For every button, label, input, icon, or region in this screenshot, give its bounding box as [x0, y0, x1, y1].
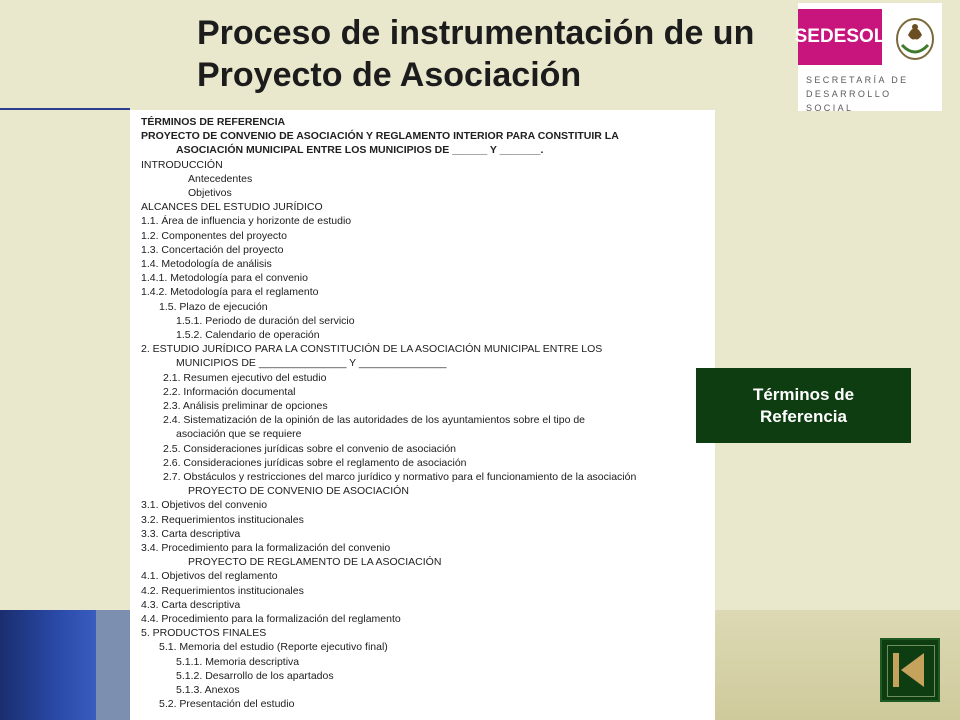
document-line: 1.2. Componentes del proyecto — [141, 229, 287, 242]
document-line: 2.2. Información documental — [163, 385, 296, 398]
first-slide-button[interactable] — [880, 638, 940, 702]
sedesol-logo — [794, 3, 942, 113]
document-line: ASOCIACIÓN MUNICIPAL ENTRE LOS MUNICIPIOS DE ______ Y _______. — [176, 144, 544, 157]
document-line: PROYECTO DE CONVENIO DE ASOCIACIÓN Y REGLAMENTO INTERIOR PARA CONSTITUIR LA — [141, 130, 619, 143]
document-line: 3.2. Requerimientos institucionales — [141, 513, 304, 526]
document-line: 1.4.2. Metodología para el reglamento — [141, 286, 319, 299]
tag-line1: Términos de — [752, 384, 855, 404]
document-line: 1.5.1. Periodo de duración del servicio — [176, 314, 355, 327]
logo-text — [806, 73, 942, 115]
document-line: 5.2. Presentación del estudio — [159, 698, 295, 711]
document-line: 1.5.2. Calendario de operación — [176, 329, 320, 341]
logo-text-line2: DESARROLLO SOCIAL — [806, 89, 892, 113]
document-line: 3.1. Objetivos del convenio — [141, 499, 268, 512]
document-line: Objetivos — [188, 187, 232, 199]
document-line: 1.1. Área de influencia y horizonte de estudio — [141, 215, 352, 228]
document-line: 2.6. Consideraciones jurídicas sobre el reglamento de asociación — [163, 456, 467, 469]
document-line: TÉRMINOS DE REFERENCIA — [141, 116, 286, 128]
document-line: asociación que se requiere — [176, 428, 302, 441]
header-rule — [0, 108, 130, 110]
document-line: 2.3. Análisis preliminar de opciones — [163, 400, 328, 412]
document-line: 4.4. Procedimiento para la formalización del reglamento — [141, 613, 401, 625]
document-line: 2.5. Consideraciones jurídicas sobre el convenio de asociación — [163, 442, 457, 455]
tag-line2: Referencia — [760, 406, 847, 426]
document-line: 5.1. Memoria del estudio (Reporte ejecutivo final) — [159, 641, 388, 654]
terms-of-reference-label — [696, 368, 911, 443]
document-line: 5. PRODUCTOS FINALES — [141, 627, 267, 640]
document-line: 2.4. Sistematización de la opinión de las autoridades de los ayuntamientos sobre el tipo de — [163, 414, 586, 427]
document-line: Antecedentes — [188, 172, 253, 185]
footer-blue-strip — [96, 610, 130, 720]
footer-blue-block — [0, 610, 96, 720]
document-line: MUNICIPIOS DE _______________ Y _______________ — [176, 357, 447, 370]
slide-title — [197, 12, 837, 96]
document-line: INTRODUCCIÓN — [141, 158, 223, 171]
document-line: 4.3. Carta descriptiva — [141, 598, 241, 611]
document-line: 3.3. Carta descriptiva — [141, 527, 241, 540]
document-line: 1.5. Plazo de ejecución — [159, 300, 268, 313]
document-line: 4.2. Requerimientos institucionales — [141, 584, 304, 597]
document-line: 2.1. Resumen ejecutivo del estudio — [163, 371, 327, 384]
logo-text-line1: SECRETARÍA DE — [806, 75, 909, 85]
document-line: 2.7. Obstáculos y restricciones del marco jurídico y normativo para el funcionamiento de la asociación — [163, 471, 637, 483]
document-line: 1.4.1. Metodología para el convenio — [141, 272, 308, 285]
document-line: PROYECTO DE CONVENIO DE ASOCIACIÓN — [188, 485, 409, 498]
first-slide-icon — [880, 638, 940, 702]
document-line: 5.1.2. Desarrollo de los apartados — [176, 669, 334, 682]
document-line: 3.4. Procedimiento para la formalización del convenio — [141, 542, 391, 554]
document-line: 1.3. Concertación del proyecto — [141, 243, 284, 256]
terms-document — [130, 110, 715, 720]
document-line: 2. ESTUDIO JURÍDICO PARA LA CONSTITUCIÓN DE LA ASOCIACIÓN MUNICIPAL ENTRE LOS — [141, 343, 603, 356]
document-line: 4.1. Objetivos del reglamento — [141, 570, 278, 583]
document-line: ALCANCES DEL ESTUDIO JURÍDICO — [141, 201, 323, 214]
slide-title-line2: Proyecto de Asociación — [197, 56, 582, 94]
document-line: 1.4. Metodología de análisis — [141, 258, 272, 270]
logo-brand: SEDESOL — [798, 9, 882, 65]
document-line: PROYECTO DE REGLAMENTO DE LA ASOCIACIÓN — [188, 556, 442, 569]
document-line: 5.1.3. Anexos — [176, 684, 240, 696]
document-line: 5.1.1. Memoria descriptiva — [176, 655, 300, 668]
coat-of-arms-icon — [892, 11, 938, 63]
slide-title-line1: Proceso de instrumentación de un — [197, 14, 755, 52]
